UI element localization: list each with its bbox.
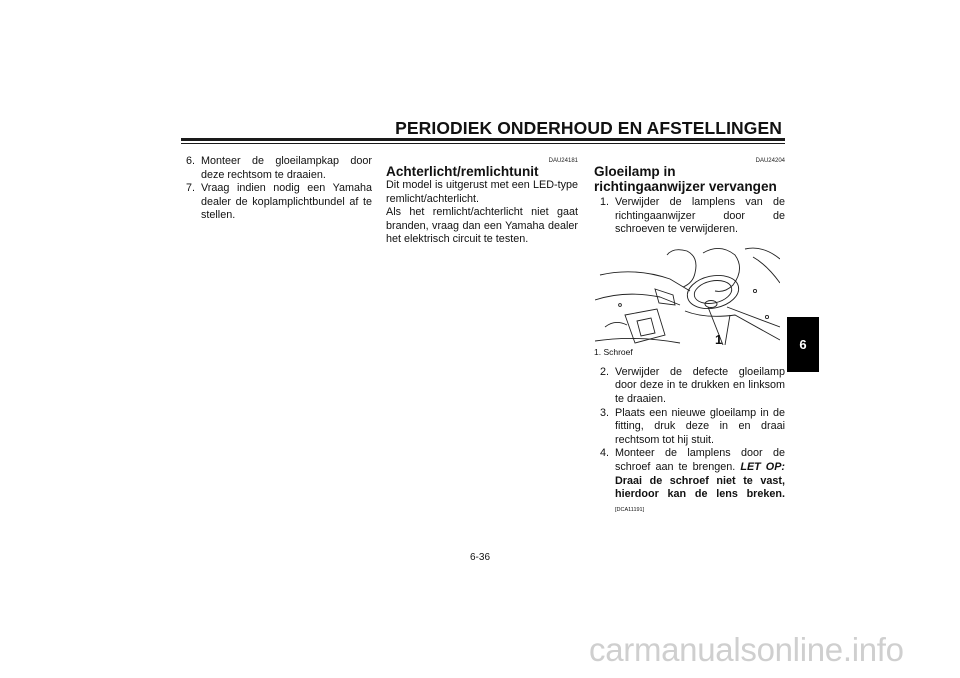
column-1: [186, 155, 372, 223]
step-text: [615, 447, 785, 517]
step-number: 7.: [186, 182, 196, 195]
step-number: 4.: [600, 447, 610, 460]
step-text: Verwijder de defecte gloeilamp door deze in te drukken en linksom te draaien.: [615, 365, 785, 405]
step-number: 2.: [600, 365, 610, 378]
section-title: Gloeilamp in richtingaanwijzer vervangen: [594, 164, 777, 194]
paragraph: Als het remlicht/achterlicht niet gaat branden, vraag dan een Yamaha dealer het elektrisch circuit te testen.: [386, 206, 578, 246]
page-title: PERIODIEK ONDERHOUD EN AFSTELLINGEN: [395, 118, 782, 138]
step-text: Monteer de gloeilampkap door deze rechtsom te draaien.: [201, 155, 372, 181]
header-rule-thin: [181, 143, 785, 144]
watermark: carmanualsonline.info: [589, 631, 904, 668]
notice-text: Draai de schroef niet te vast, hierdoor kan de lens breken.: [615, 474, 785, 501]
turn-signal-illustration: [595, 245, 780, 345]
column-2: [386, 158, 578, 247]
step-text: Plaats een nieuwe gloeilamp in de fitting, druk deze in en draai rechtsom tot hij stuit.: [615, 406, 785, 446]
figure-caption: 1. Schroef: [594, 346, 633, 357]
notice-label: LET OP:: [740, 460, 785, 473]
header-rule-thick: [181, 138, 785, 141]
section-title: Achterlicht/remlichtunit: [386, 164, 539, 179]
step-7: [186, 182, 372, 223]
step-3: [594, 407, 785, 448]
step-text: Vraag indien nodig een Yamaha dealer de koplamplichtbundel af te stellen.: [201, 182, 372, 222]
step-1: [594, 196, 785, 237]
section-code: DAU24204: [755, 158, 785, 164]
step-number: 3.: [600, 406, 610, 419]
step-text: Verwijder de lamplens van de richtingaanwijzer door de schroeven te verwijderen.: [615, 196, 785, 236]
notice-code: [DCA11191]: [615, 506, 645, 513]
chapter-tab: 6: [787, 317, 819, 372]
page-number: 6-36: [470, 552, 491, 563]
step-number: 1.: [600, 196, 610, 208]
paragraph: Dit model is uitgerust met een LED-type remlicht/achterlicht.: [386, 179, 578, 205]
column-3: [594, 158, 785, 517]
turn-signal-figure: [595, 245, 780, 345]
section-code: DAU24181: [548, 158, 578, 164]
step-4: [594, 447, 785, 517]
step-6: [186, 155, 372, 182]
step-text-main: Monteer de lamplens door de schroef aan te brengen.: [615, 447, 785, 473]
figure-callout: 1: [715, 331, 723, 345]
step-2: [594, 366, 785, 407]
step-number: 6.: [186, 155, 196, 167]
